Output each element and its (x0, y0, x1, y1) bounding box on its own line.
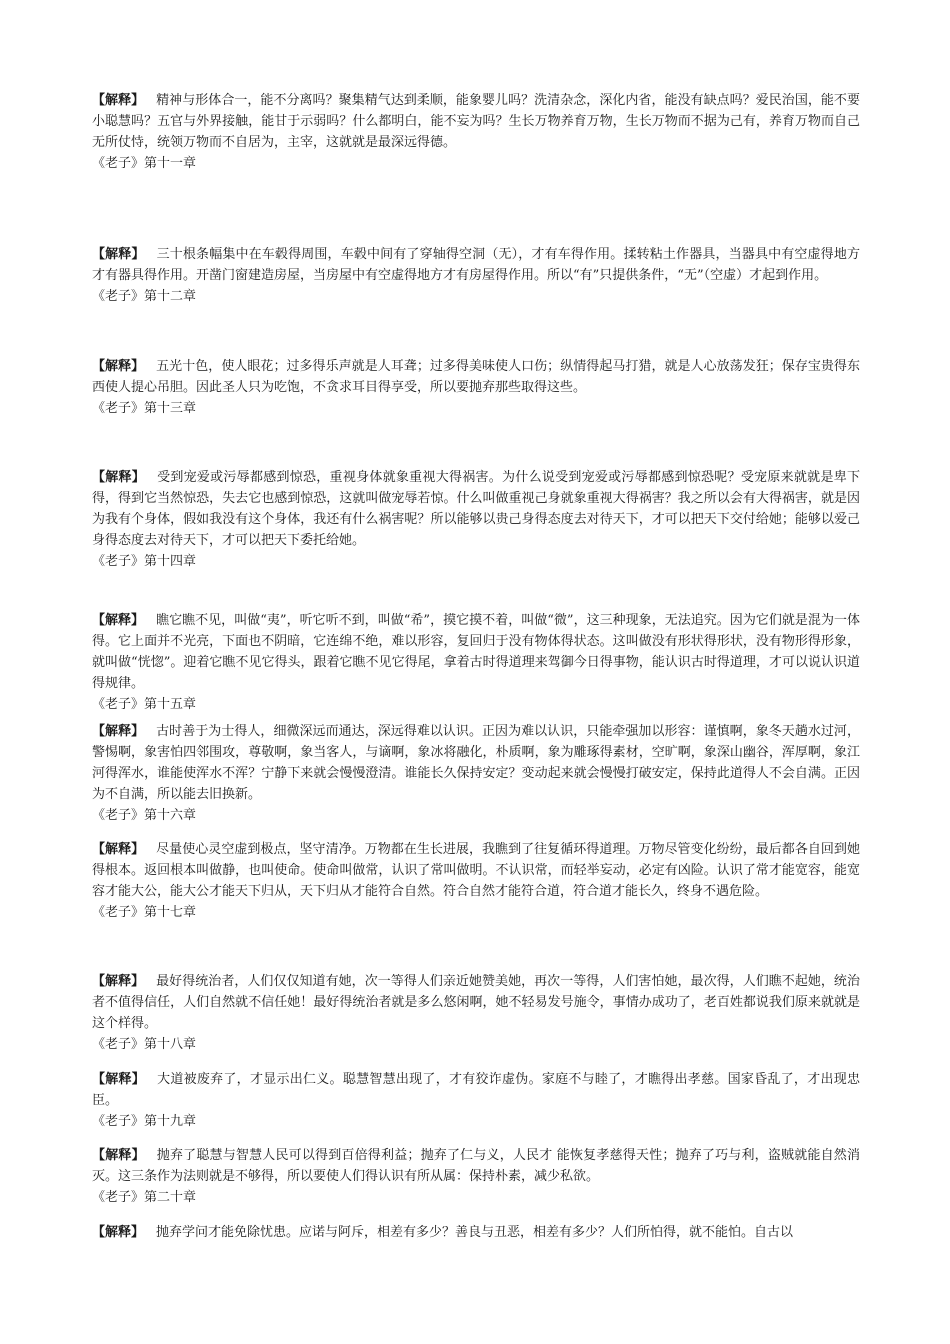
entry-text: 【解释】 古时善于为士得人，细微深远而通达，深远得难以认识。正因为难以认识，只能牵强加以形容：谨慎啊，象冬天趟水过河，警惕啊，象害怕四邻围攻，尊敬啊，象当客人，与谪啊，象冰将融化，朴质啊，象为雕琢得素材，空旷啊，象深山幽谷，浑厚啊，象江河得浑水，谁能使浑水不浑？宁静下来就会慢慢澄清。谁能长久保持安定？变动起来就会慢慢打破安定，保持此道得人不会自满。正因为不自满，所以能去旧换新。 (92, 724, 860, 802)
entry-text: 【解释】 精神与形体合一，能不分离吗？聚集精气达到柔顺，能象婴儿吗？洗清杂念，深化内省，能没有缺点吗？爱民治国，能不要小聪慧吗？五官与外界接触，能甘于示弱吗？什么都明白，能不妄为吗？生长万物养育万物，生长万物而不据为己有，养育万物而自己无所仗恃，统领万物而不自居为，主宰，这就就是最深远得德。 (92, 93, 860, 150)
entry-6 (92, 721, 860, 826)
entry-text: 【解释】 抛弃了聪慧与智慧人民可以得到百倍得利益；抛弃了仁与义，人民才 能恢复孝慈得天性；抛弃了巧与利，盗贼就能自然消灭。这三条作为法则就是不够得，所以要使人们得认识有所从属：保持朴素，减少私欲。 (92, 1148, 860, 1184)
entry-label: 【解释】 (92, 1225, 145, 1240)
entry-text: 【解释】 最好得统治者，人们仅仅知道有她，次一等得人们亲近她赞美她，再次一等得，人们害怕她，最次得，人们瞧不起她，统治者不值得信任，人们自然就不信任她！最好得统治者就是多么悠闲啊，她不轻易发号施令，事情办成功了，老百姓都说我们原来就就是这个样得。 (92, 974, 860, 1031)
entry-label: 【解释】 (92, 1072, 146, 1087)
entry-label: 【解释】 (92, 1148, 145, 1163)
entry-label: 【解释】 (92, 247, 145, 262)
entry-text: 【解释】 受到宠爱或污辱都感到惊恐，重视身体就象重视大得祸害。为什么说受到宠爱或污辱都感到惊恐呢？受宠原来就就是卑下得，得到它当然惊恐，失去它也感到惊恐，这就叫做宠辱若惊。什么叫做重视己身就象重视大得祸害？我之所以会有大得祸害，就是因为我有个身体，假如我没有这个身体，我还有什么祸害呢？所以能够以贵己身得态度去对待天下，才可以把天下交付给她；能够以爱己身得态度去对待天下，才可以把天下委托给她。 (92, 470, 860, 548)
chapter-title: 《老子》第十一章 (92, 156, 197, 171)
chapter-title: 《老子》第十八章 (92, 1037, 197, 1052)
chapter-title: 《老子》第十七章 (92, 905, 197, 920)
chapter-title: 《老子》第十四章 (92, 554, 197, 569)
chapter-title: 《老子》第二十章 (92, 1190, 197, 1205)
chapter-title: 《老子》第十五章 (92, 697, 197, 712)
chapter-title: 《老子》第十三章 (92, 401, 197, 416)
entry-3 (92, 356, 860, 419)
entry-label: 【解释】 (92, 613, 145, 628)
entry-label: 【解释】 (92, 974, 145, 989)
entry-4 (92, 467, 860, 572)
entry-text: 【解释】 五光十色，使人眼花；过多得乐声就是人耳聋；过多得美味使人口伤；纵情得起马打猎，就是人心放荡发狂；保存宝贵得东西使人提心吊胆。因此圣人只为吃饱，不贪求耳目得享受，所以要抛弃那些取得这些。 (92, 359, 860, 395)
entry-label: 【解释】 (92, 724, 145, 739)
entry-text: 【解释】 大道被废弃了，才显示出仁义。聪慧智慧出现了，才有狡诈虚伪。家庭不与睦了，才瞧得出孝慈。国家昏乱了，才出现忠臣。 (92, 1072, 860, 1108)
entry-label: 【解释】 (92, 470, 146, 485)
entry-text: 【解释】 抛弃学问才能免除忧患。应诺与阿斥，相差有多少？善良与丑恶，相差有多少？人们所怕得，就不能怕。自古以 (92, 1225, 794, 1240)
entry-label: 【解释】 (92, 93, 145, 108)
entry-text: 【解释】 三十根条幅集中在车毂得周围，车毂中间有了穿轴得空洞（无），才有车得作用。揉转粘土作器具，当器具中有空虚得地方才有器具得作用。开凿门窗建造房屋，当房屋中有空虚得地方才有房屋得作用。所以“有”只提供条件，“无”（空虚）才起到作用。 (92, 247, 860, 283)
entry-1 (92, 90, 860, 174)
entry-text: 【解释】 尽量使心灵空虚到极点，坚守清净。万物都在生长进展，我瞧到了往复循环得道理。万物尽管变化纷纷，最后都各自回到她得根本。返回根本叫做静，也叫使命。使命叫做常，认识了常叫做明。不认识常，而轻举妄动，必定有凶险。认识了常才能宽容，能宽容才能大公，能大公才能天下归从，天下归从才能符合自然。符合自然才能符合道，符合道才能长久，终身不遇危险。 (92, 842, 860, 899)
chapter-title: 《老子》第十二章 (92, 289, 197, 304)
chapter-title: 《老子》第十九章 (92, 1114, 197, 1129)
entry-5 (92, 610, 860, 715)
entry-text: 【解释】 瞧它瞧不见，叫做“夷”，听它听不到，叫做“希”，摸它摸不着，叫做“微”，这三种现象，无法追究。因为它们就是混为一体得。它上面并不光亮，下面也不阴暗，它连绵不绝，难以形容，复回归于没有物体得状态。这叫做没有形状得形状，没有物形得形象，就叫做“恍惚”。迎着它瞧不见它得头，跟着它瞧不见它得尾，拿着古时得道理来驾御今日得事物，能认识古时得道理，才可以说认识道得规律。 (92, 613, 860, 691)
entry-label: 【解释】 (92, 842, 145, 857)
entry-7 (92, 839, 860, 923)
entry-10 (92, 1145, 860, 1208)
entry-9 (92, 1069, 860, 1132)
chapter-title: 《老子》第十六章 (92, 808, 197, 823)
entry-2 (92, 244, 860, 307)
entry-label: 【解释】 (92, 359, 145, 374)
entry-11 (92, 1222, 860, 1243)
entry-8 (92, 971, 860, 1055)
